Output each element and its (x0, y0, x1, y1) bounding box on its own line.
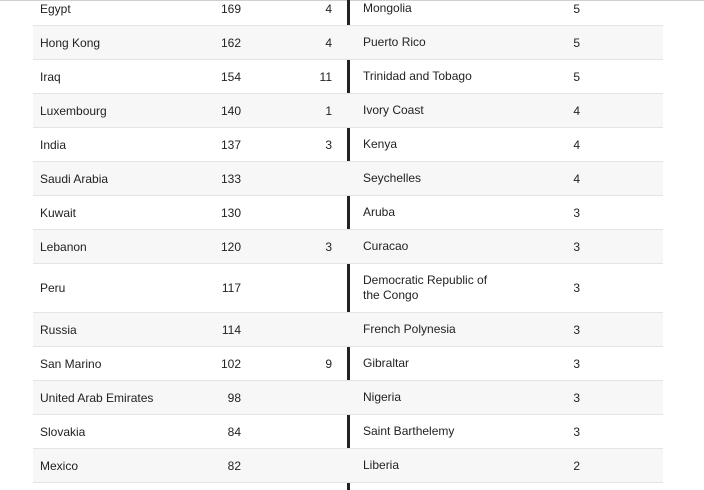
country-name: Kuwait (40, 205, 77, 220)
cases-count: 3 (573, 281, 580, 295)
country-name: Liberia (363, 458, 400, 472)
country-name: Aruba (363, 205, 396, 219)
cases-count: 117 (221, 281, 241, 295)
right-cell-group (348, 60, 663, 93)
deaths-count: 4 (325, 35, 332, 50)
left-cell-group (33, 196, 348, 229)
table-row (33, 313, 663, 347)
left-cell-group (33, 60, 348, 93)
cases-count: 3 (573, 322, 580, 337)
right-cell-group (348, 196, 663, 229)
cases-count: 82 (227, 458, 241, 473)
table-row (33, 26, 663, 60)
cases-count: 137 (220, 137, 241, 152)
country-name: Nigeria (363, 390, 402, 404)
cases-count: 2 (573, 458, 580, 473)
table-row (33, 94, 663, 128)
cases-count: 154 (220, 69, 241, 84)
table-row (33, 381, 663, 415)
cases-count: 84 (227, 424, 241, 439)
cases-count: 3 (573, 424, 580, 439)
country-name: Iraq (40, 69, 61, 84)
right-cell-group (348, 264, 663, 312)
cases-count: 98 (227, 390, 241, 405)
country-name: French Polynesia (363, 322, 456, 336)
cases-count: 4 (573, 103, 580, 118)
country-name: Luxembourg (40, 103, 107, 118)
right-cell-group (348, 94, 663, 127)
cases-count: 3 (573, 205, 580, 220)
right-cell-group (348, 230, 663, 263)
country-name: Saint Barthelemy (363, 424, 455, 438)
left-cell-group (33, 162, 348, 195)
right-cell-group (348, 415, 663, 448)
country-name: Trinidad and Tobago (363, 69, 472, 83)
cases-count: 4 (573, 171, 580, 186)
table-row (33, 449, 663, 483)
cases-count: 4 (573, 137, 580, 152)
cases-count: 133 (220, 171, 241, 186)
left-cell-group (33, 415, 348, 448)
table-row (33, 196, 663, 230)
right-cell-group (348, 313, 663, 346)
country-name: Slovakia (40, 424, 86, 439)
country-cases-table (33, 0, 663, 483)
table-row (33, 0, 663, 26)
table-row (33, 264, 663, 313)
cases-count: 5 (573, 69, 580, 84)
table-row (33, 347, 663, 381)
country-name: Puerto Rico (363, 35, 426, 49)
cases-count: 120 (220, 239, 241, 254)
country-name: Gibraltar (363, 356, 410, 370)
country-name: Democratic Republic of the Congo (363, 273, 488, 302)
table-row (33, 162, 663, 196)
deaths-count: 3 (325, 239, 332, 254)
right-cell-group (348, 26, 663, 59)
left-cell-group (33, 347, 348, 380)
deaths-count: 3 (325, 137, 332, 152)
cases-count: 3 (573, 239, 580, 254)
cases-count: 162 (220, 35, 241, 50)
country-name: Seychelles (363, 171, 422, 185)
cases-count: 5 (573, 1, 580, 16)
left-cell-group (33, 94, 348, 127)
cases-count: 169 (220, 1, 241, 16)
deaths-count: 1 (325, 103, 332, 118)
table-row (33, 415, 663, 449)
country-name: Egypt (40, 1, 71, 16)
right-cell-group (348, 162, 663, 195)
left-cell-group (33, 230, 348, 263)
country-name: India (40, 137, 67, 152)
cases-count: 3 (573, 356, 580, 371)
table-row (33, 230, 663, 264)
country-name: Kenya (363, 137, 398, 151)
cases-count: 140 (220, 103, 241, 118)
left-cell-group (33, 0, 348, 25)
country-name: Curacao (363, 239, 409, 253)
deaths-count: 11 (319, 69, 332, 84)
country-name: Peru (40, 281, 66, 295)
deaths-count: 9 (325, 356, 332, 371)
country-name: Hong Kong (40, 35, 101, 50)
cases-count: 3 (573, 390, 580, 405)
left-cell-group (33, 26, 348, 59)
right-cell-group (348, 0, 663, 25)
cases-count: 130 (220, 205, 241, 220)
cases-count: 114 (221, 322, 241, 337)
country-name: Ivory Coast (363, 103, 424, 117)
deaths-count: 4 (325, 1, 332, 16)
left-cell-group (33, 381, 348, 414)
country-name: Mongolia (363, 1, 412, 15)
left-cell-group (33, 128, 348, 161)
right-cell-group (348, 381, 663, 414)
right-cell-group (348, 347, 663, 380)
country-name: Saudi Arabia (40, 171, 109, 186)
right-cell-group (348, 128, 663, 161)
cases-count: 102 (220, 356, 241, 371)
country-name: Russia (40, 322, 77, 337)
cases-count: 5 (573, 35, 580, 50)
left-cell-group (33, 313, 348, 346)
country-name: United Arab Emirates (40, 390, 154, 405)
right-cell-group (348, 449, 663, 482)
table-row (33, 60, 663, 94)
table-row (33, 128, 663, 162)
country-name: Mexico (40, 458, 79, 473)
country-name: San Marino (40, 356, 102, 371)
left-cell-group (33, 264, 348, 312)
country-name: Lebanon (40, 239, 87, 254)
left-cell-group (33, 449, 348, 482)
